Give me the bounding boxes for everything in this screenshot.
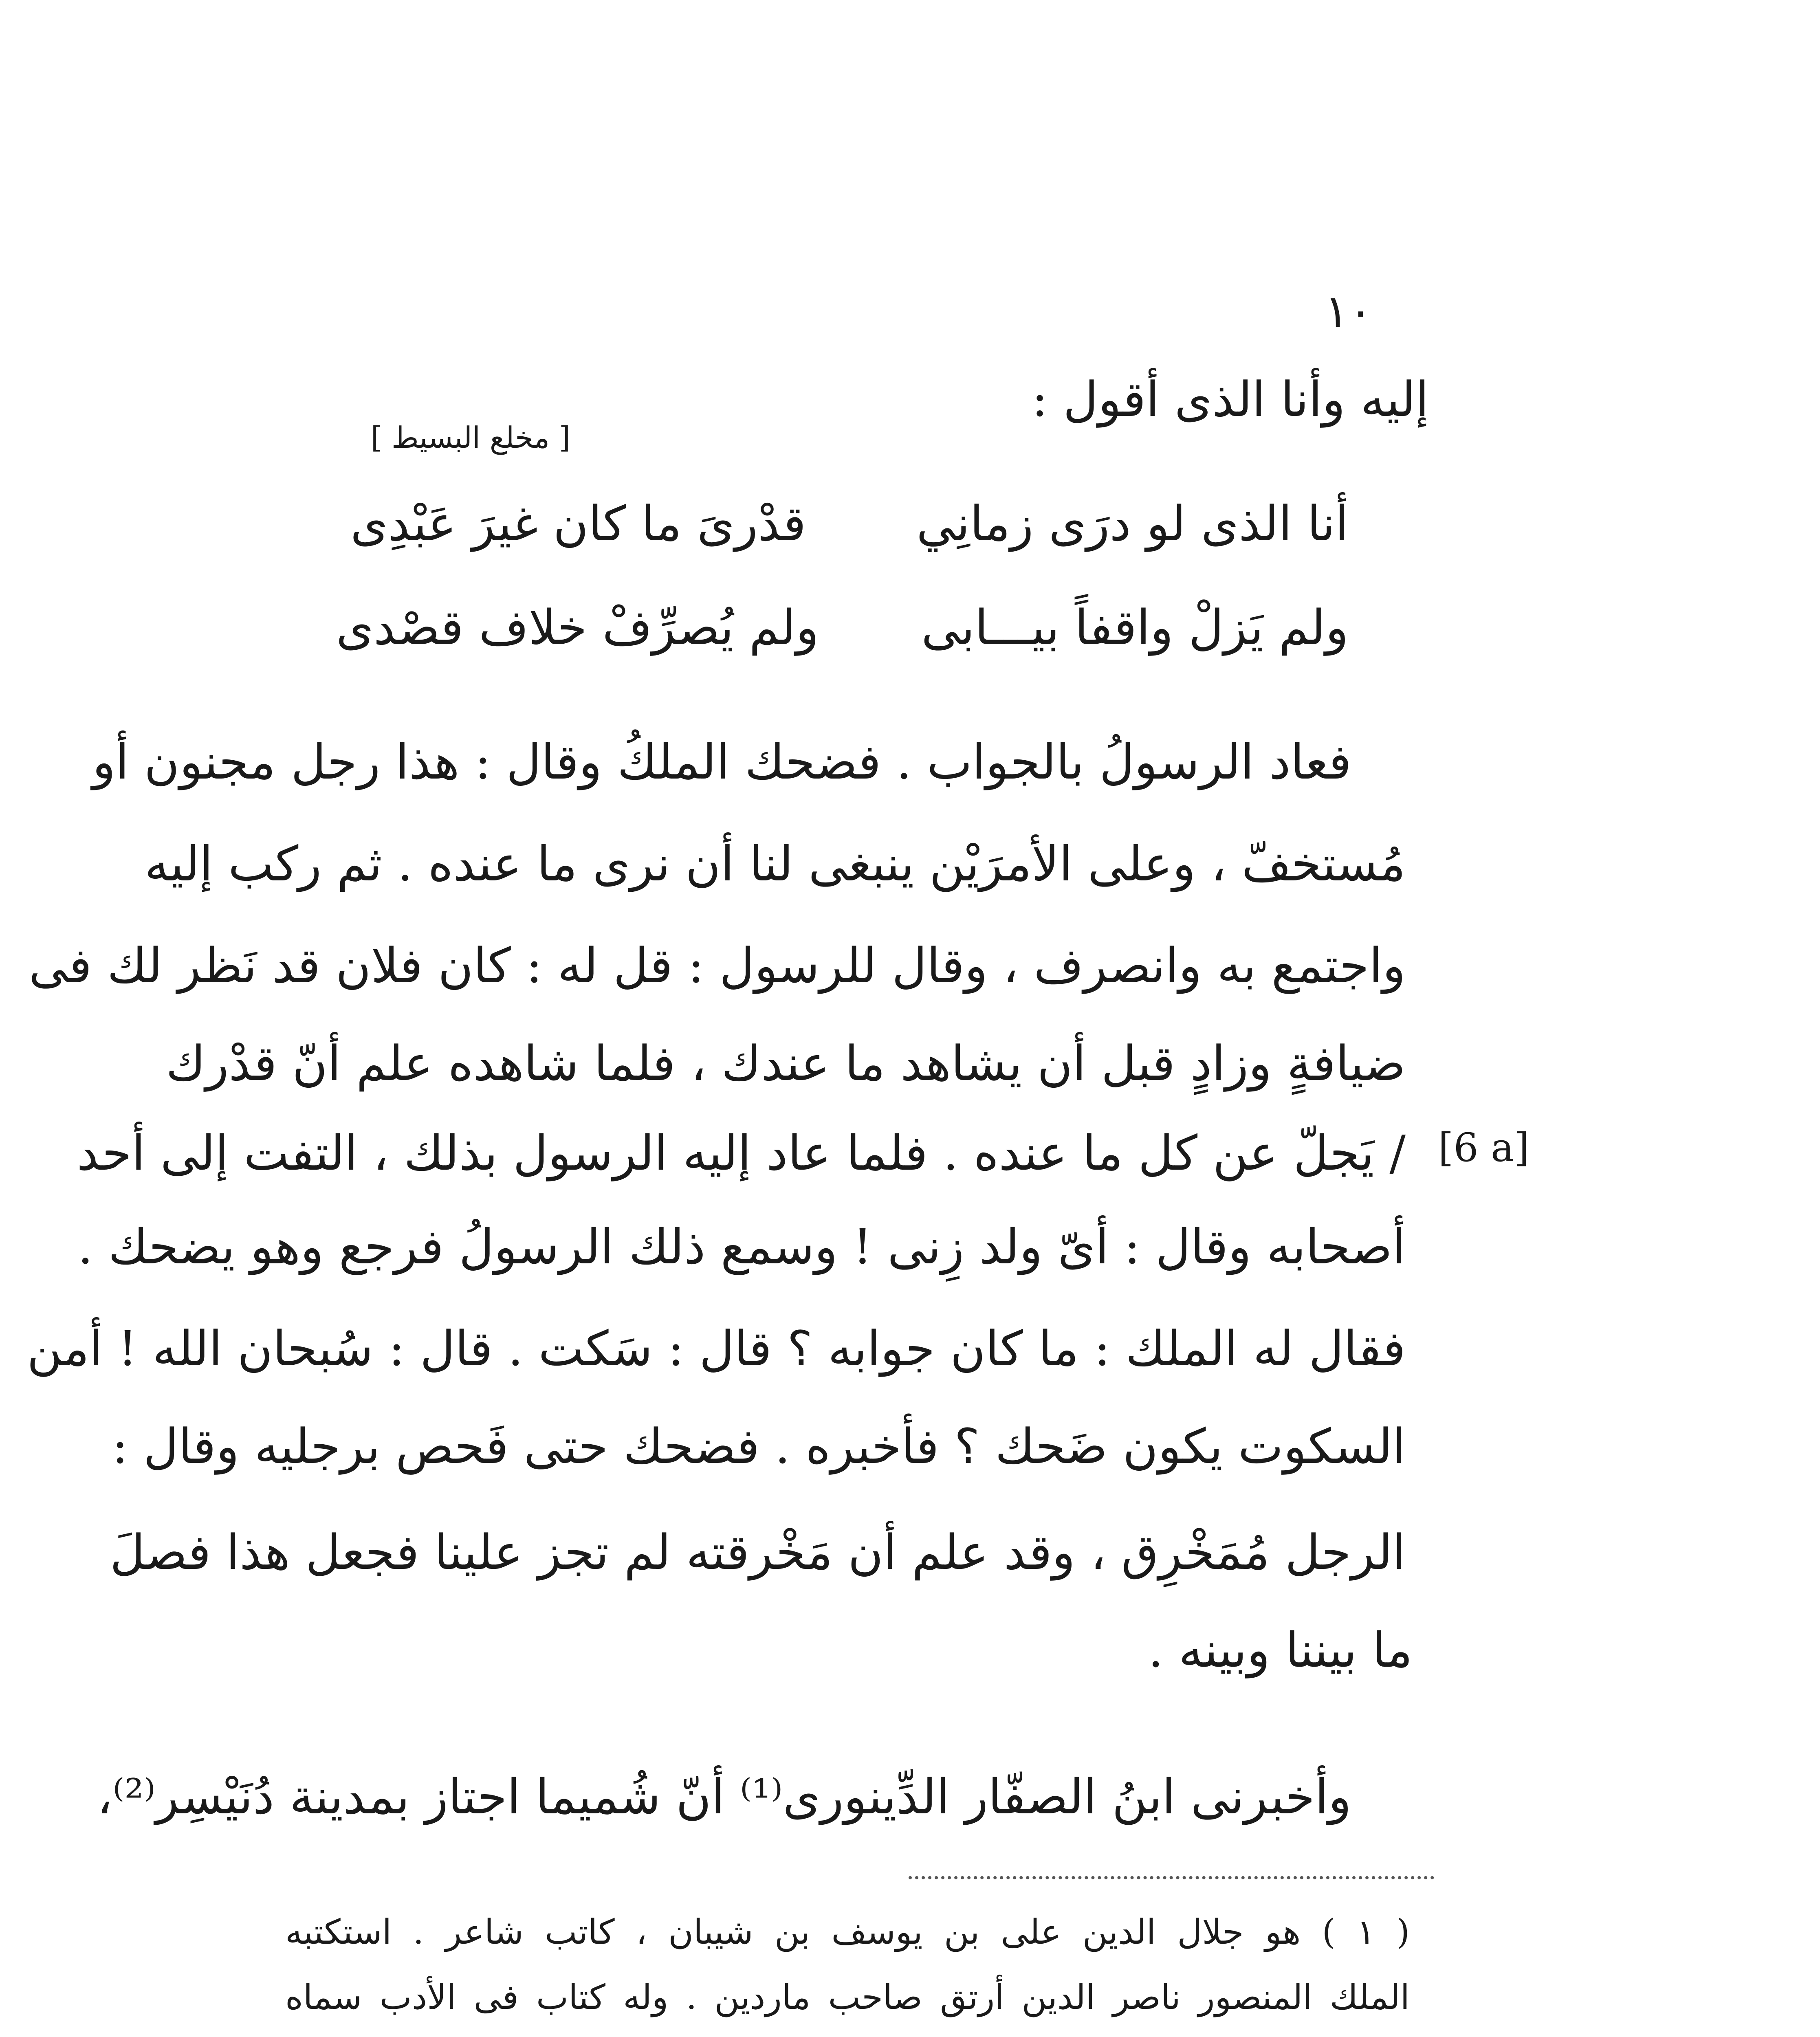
body-line-7: فقال له الملك : ما كان جوابه ؟ قال : سَكت . قال : سُبحان الله ! أمن <box>27 1320 1406 1377</box>
body-line-8: السكوت يكون ضَحك ؟ فأخبره . فضحك حتى فَحص برجليه وقال : <box>112 1418 1406 1474</box>
verse-2-second-hemistich: ولم يُصرِّفْ خلاف قصْدى <box>336 599 819 656</box>
page-number: ١٠ <box>1324 285 1373 337</box>
body-line-4: ضيافةٍ وزادٍ قبل أن يشاهد ما عندك ، فلما شاهده علم أنّ قدْرك <box>166 1035 1406 1091</box>
body-line-3: واجتمع به وانصرف ، وقال للرسول : قل له : كان فلان قد نَظر لك فى <box>29 937 1406 994</box>
footnote-1-line-1: ( ١ ) هو جلال الدين على بن يوسف بن شيبان ، كاتب شاعر . استكتبه <box>285 1912 1410 1952</box>
body-line-5: / يَجلّ عن كل ما عنده . فلما عاد إليه الرسول بذلك ، التفت إلى أحد <box>77 1125 1406 1181</box>
paragraph-2-line: وأخبرنى ابنُ الصفّار الدِّينورى⁽¹⁾ أنّ شُميما اجتاز بمدينة دُنَيْسِر⁽²⁾، <box>97 1769 1351 1825</box>
body-line-1: فعاد الرسولُ بالجواب . فضحك الملكُ وقال : هذا رجل مجنون أو <box>92 734 1351 790</box>
meter-label: [ مخلع البسيط ] <box>370 420 570 455</box>
footnote-separator <box>909 1876 1434 1879</box>
intro-line: إليه وأنا الذى أقول : <box>1032 371 1429 427</box>
folio-marker: [6 a] <box>1438 1125 1530 1170</box>
verse-1-first-hemistich: أنا الذى لو درَى زمانِي <box>916 495 1349 552</box>
body-line-10: ما بيننا وبينه . <box>1148 1622 1413 1678</box>
body-line-2: مُستخفّ ، وعلى الأمرَيْن ينبغى لنا أن نرى ما عنده . ثم ركب إليه <box>144 836 1406 892</box>
body-line-9: الرجل مُمَخْرِق ، وقد علم أن مَخْرقته لم تجز علينا فجعل هذا فصلَ <box>110 1524 1406 1580</box>
footnote-1-line-2: الملك المنصور ناصر الدين أرتق صاحب ماردين . وله كتاب فى الأدب سماه <box>285 1977 1410 2017</box>
verse-2-first-hemistich: ولم يَزلْ واقفاً بيـــابى <box>921 599 1349 656</box>
verse-1-second-hemistich: قدْرىَ ما كان غيرَ عَبْدِى <box>350 495 806 552</box>
body-line-6: أصحابه وقال : أىّ ولد زِنى ! وسمع ذلك الرسولُ فرجع وهو يضحك . <box>77 1219 1406 1275</box>
